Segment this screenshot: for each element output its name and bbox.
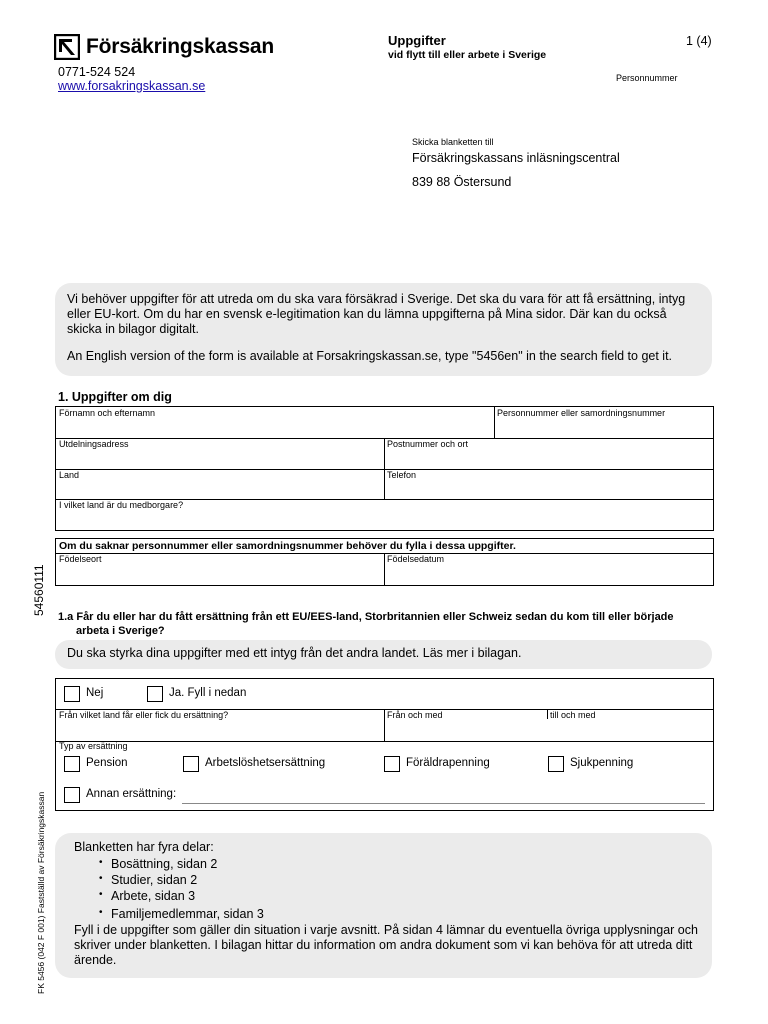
question-1a-info: Du ska styrka dina uppgifter med ett intyg från det andra landet. Läs mer i bilagan. <box>67 646 522 660</box>
address-field-label: Utdelningsadress <box>59 439 129 449</box>
citizenship-field[interactable] <box>56 499 713 530</box>
recipient-postal: 839 88 Östersund <box>412 175 512 189</box>
send-to-label: Skicka blanketten till <box>412 137 494 147</box>
birthplace-field-label: Födelseort <box>59 554 102 564</box>
list-item: • Bosättning, sidan 2 <box>99 856 264 872</box>
list-item: • Familjemedlemmar, sidan 3 <box>99 906 264 922</box>
birthdate-field[interactable] <box>384 553 713 585</box>
list-item: • Arbete, sidan 3 <box>99 888 264 904</box>
form-title: Uppgifter <box>388 33 446 48</box>
forsakringskassan-logo-icon <box>54 34 80 60</box>
compensation-table <box>55 678 714 811</box>
birthplace-field[interactable] <box>56 553 384 585</box>
name-field-label: Förnamn och efternamn <box>59 408 156 418</box>
to-date-label: till och med <box>550 710 596 720</box>
parts-list <box>99 856 264 922</box>
pension-label: Pension <box>86 757 128 769</box>
intro-box <box>55 283 712 376</box>
personnummer-field-label: Personnummer eller samordningsnummer <box>497 408 666 418</box>
parts-heading: Blanketten har fyra delar: <box>74 840 214 854</box>
from-date-field[interactable] <box>384 709 547 741</box>
unemployment-label: Arbetslöshetsersättning <box>205 757 326 769</box>
no-checkbox-label: Nej <box>86 687 104 699</box>
phone-field-label: Telefon <box>387 470 417 480</box>
parental-benefit-label: Föräldrapenning <box>406 757 490 769</box>
compensation-country-field[interactable] <box>56 709 384 741</box>
website-link[interactable]: www.forsakringskassan.se <box>58 79 206 93</box>
from-date-label: Från och med <box>387 710 443 720</box>
page-indicator: 1 (4) <box>686 34 712 48</box>
postal-field[interactable] <box>384 438 713 469</box>
section-1-title: 1. Uppgifter om dig <box>58 390 172 404</box>
to-date-field[interactable] <box>547 709 713 741</box>
other-compensation-label: Annan ersättning: <box>86 788 177 800</box>
country-field-label: Land <box>59 470 80 480</box>
country-field[interactable] <box>56 469 384 499</box>
form-code: FK 5456 (042 F 001) Fastställd av Försäkringskassan <box>36 791 46 994</box>
yes-checkbox[interactable] <box>147 686 163 702</box>
parts-info-box <box>55 833 712 978</box>
phone-number: 0771-524 524 <box>58 65 136 79</box>
question-1a: 1.a Får du eller har du fått ersättning från ett EU/EES-land, Storbritannien eller Schweiz sedan du kom till eller började arbeta i Sverige? <box>58 611 674 637</box>
parts-text: Fyll i de uppgifter som gäller din situation i varje avsnitt. På sidan 4 lämnar du eventuella övriga upplysningar och skriver under blanketten. I bilagan hittar du information om andra dokument som vi kan behöva för att utreda ditt ärende. <box>74 923 698 967</box>
phone-field[interactable] <box>384 469 713 499</box>
compensation-country-label: Från vilket land får eller fick du ersättning? <box>59 710 229 720</box>
barcode-number: 54560111 <box>32 564 46 616</box>
address-field[interactable] <box>56 438 384 469</box>
pension-checkbox[interactable] <box>64 756 80 772</box>
birthdate-field-label: Födelsedatum <box>387 554 445 564</box>
unemployment-checkbox[interactable] <box>183 756 199 772</box>
personnummer-field[interactable] <box>494 407 713 438</box>
compensation-type-label: Typ av ersättning <box>59 741 128 751</box>
no-personnummer-table <box>55 538 714 586</box>
question-1a-info-box <box>55 640 712 669</box>
personal-info-table <box>55 406 714 531</box>
other-compensation-checkbox[interactable] <box>64 787 80 803</box>
no-checkbox[interactable] <box>64 686 80 702</box>
yes-checkbox-label: Ja. Fyll i nedan <box>169 687 247 699</box>
logo <box>54 34 274 60</box>
name-field[interactable] <box>56 407 494 438</box>
sick-pay-checkbox[interactable] <box>548 756 564 772</box>
intro-text: Vi behöver uppgifter för att utreda om du ska vara försäkrad i Sverige. Det ska du vara för att få ersättning, intyg eller EU-kort. Om du har en svensk e-legitimation kan du lämna uppgifterna på Mina sidor. Där kan du också skicka in bilagor digitalt. <box>67 292 686 336</box>
form-subtitle: vid flytt till eller arbete i Sverige <box>388 49 547 61</box>
no-personnummer-heading: Om du saknar personnummer eller samordningsnummer behöver du fylla i dessa uppgifter. <box>59 540 516 552</box>
sick-pay-label: Sjukpenning <box>570 757 634 769</box>
english-note: An English version of the form is available at Forsakringskassan.se, type "5456en" in the search field to get it. <box>67 349 673 363</box>
parental-benefit-checkbox[interactable] <box>384 756 400 772</box>
recipient-name: Försäkringskassans inläsningscentral <box>412 151 620 165</box>
citizenship-field-label: I vilket land är du medborgare? <box>59 500 184 510</box>
personnummer-label: Personnummer <box>616 73 678 83</box>
other-compensation-input[interactable] <box>182 803 705 804</box>
list-item: • Studier, sidan 2 <box>99 872 264 888</box>
postal-field-label: Postnummer och ort <box>387 439 469 449</box>
logo-text: Försäkringskassan <box>86 35 275 58</box>
